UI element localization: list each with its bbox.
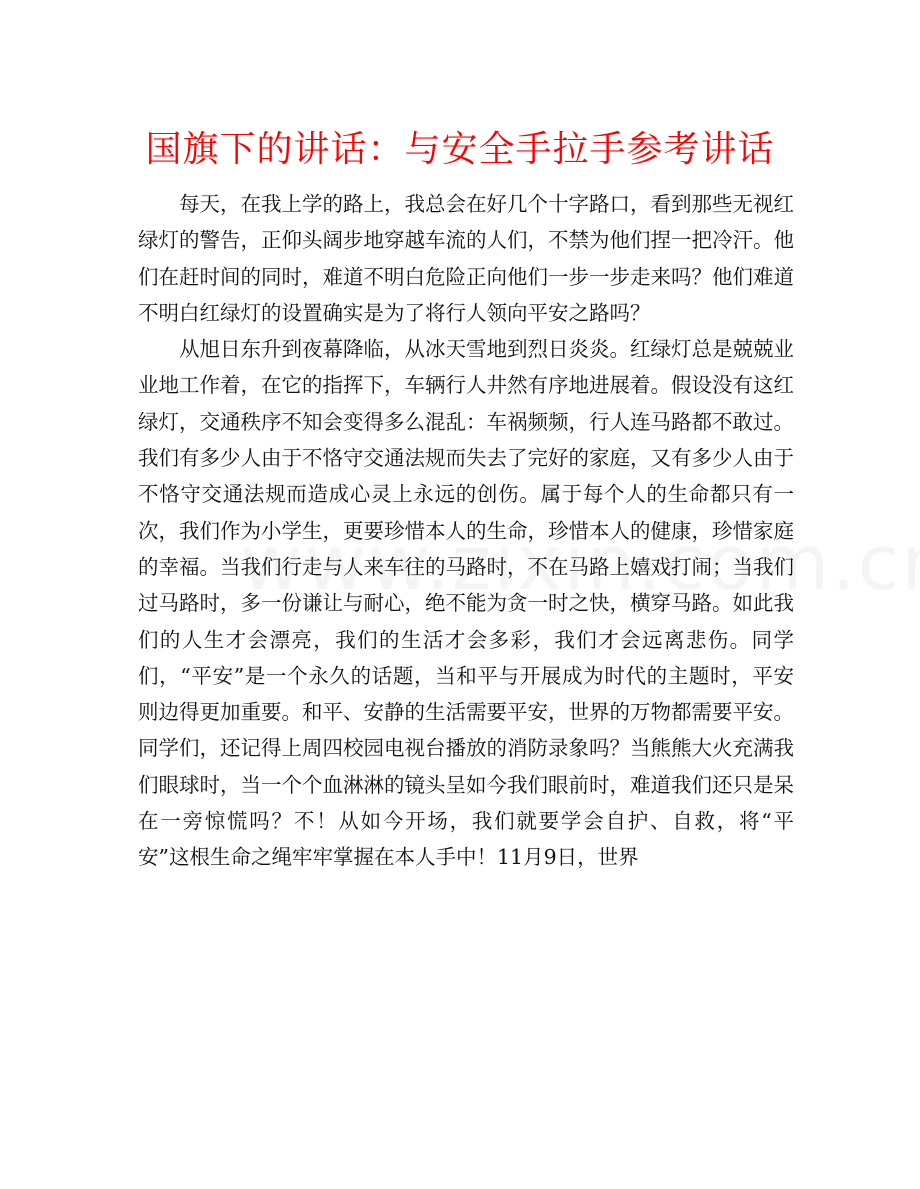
paragraph-1: 每天，在我上学的路上，我总会在好几个十字路口，看到那些无视红绿灯的警告，正仰头阔步地穿越车流的人们，不禁为他们捏一把冷汗。他们在赶时间的同时，难道不明白危险正向他们一步一步走来吗？他们难道不明白红绿灯的设置确实是为了将行人领向平安之路吗？ — [138, 192, 794, 325]
document-title: 国旗下的讲话：与安全手拉手参考讲话 — [145, 129, 775, 170]
document-body — [138, 186, 794, 876]
paragraph-2: 从旭日东升到夜幕降临，从冰天雪地到烈日炎炎。红绿灯总是兢兢业业地工作着，在它的指挥下，车辆行人井然有序地进展着。假设没有这红绿灯，交通秩序不知会变得多么混乱：车祸频频，行人连马路都不敢过。我们有多少人由于不恪守交通法规而失去了完好的家庭，又有多少人由于不恪守交通法规而造成心灵上永远的创伤。属于每个人的生命都只有一次，我们作为小学生，更要珍惜本人的生命，珍惜本人的健康，珍惜家庭的幸福。当我们行走与人来车往的马路时，不在马路上嬉戏打闹；当我们过马路时，多一份谦让与耐心，绝不能为贪一时之快，横穿马路。如此我们的人生才会漂亮，我们的生活才会多彩，我们才会远离悲伤。同学们，“平安”是一个永久的话题，当和平与开展成为时代的主题时，平安则边得更加重要。和平、安静的生活需要平安，世界的万物都需要平安。同学们，还记得上周四校园电视台播放的消防录象吗？当熊熊大火充满我们眼球时，当一个个血淋淋的镜头呈如今我们眼前时，难道我们还只是呆在一旁惊慌吗？不！从如今开场，我们就要学会自护、自救，将“平安”这根生命之绳牢牢掌握在本人手中！11月9日，世界 — [138, 337, 794, 870]
